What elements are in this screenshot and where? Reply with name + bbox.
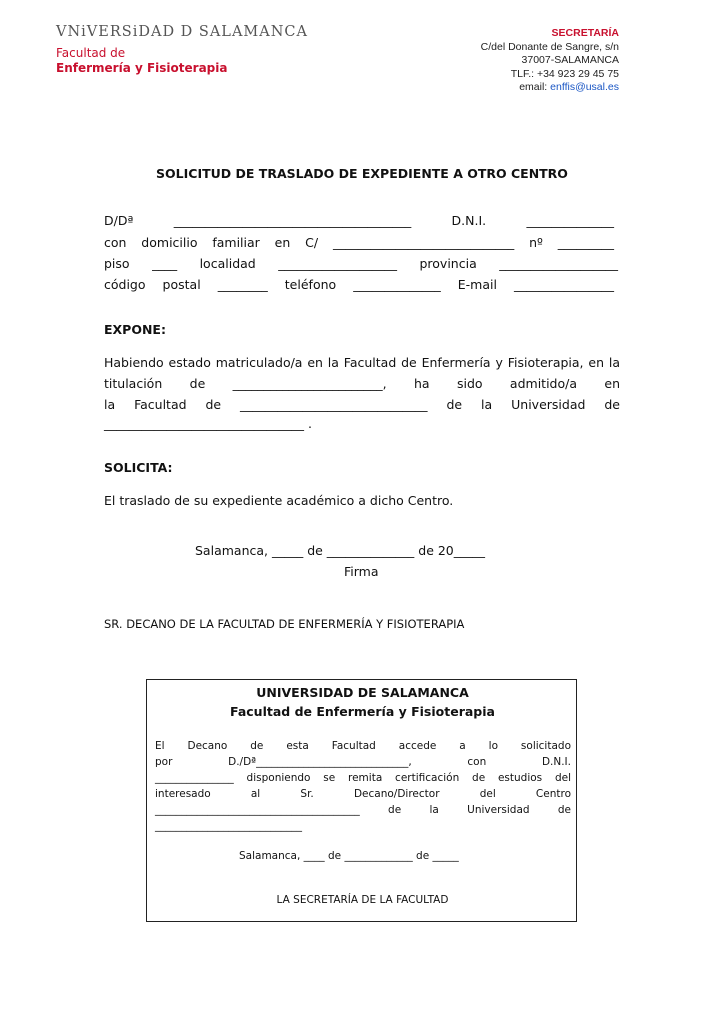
- expone-line: ________________________________ .: [104, 416, 312, 431]
- box-footer: LA SECRETARÍA DE LA FACULTAD: [276, 894, 449, 906]
- addressee: SR. DECANO DE LA FACULTAD DE ENFERMERÍA Y FISIOTERAPIA: [104, 617, 465, 631]
- expone-line: la Facultad de ______________________________ de la Universidad de: [104, 397, 620, 412]
- expone-line: titulación de ________________________, ha sido admitido/a en: [104, 376, 620, 391]
- office-name: SECRETARÍA: [551, 27, 619, 39]
- office-phone: TLF.: +34 923 29 45 75: [510, 67, 619, 80]
- box-text-line: interesado al Sr. Decano/Director del Centro: [155, 788, 571, 800]
- office-city: 37007-SALAMANCA: [521, 54, 619, 66]
- solicita-text: El traslado de su expediente académico a dicho Centro.: [104, 493, 454, 508]
- box-text-line: por D./Dª_____________________________, con D.N.I.: [155, 756, 571, 768]
- office-address: C/del Donante de Sangre, s/n: [480, 40, 619, 53]
- box-text-line: _______________ disponiendo se remita certificación de estudios del: [155, 772, 571, 784]
- field-line-contact: código postal ________ teléfono ______________ E-mail ________________: [104, 277, 614, 292]
- document-title: SOLICITUD DE TRASLADO DE EXPEDIENTE A OTRO CENTRO: [156, 166, 568, 181]
- box-text-line: ____________________________: [155, 820, 302, 832]
- resolution-box: [146, 679, 577, 922]
- field-line-address: con domicilio familiar en C/ _____________________________ nº _________: [104, 235, 614, 250]
- university-logo-text: VNiVERSiDAD D SALAMANCA: [56, 24, 308, 40]
- solicita-heading: SOLICITA:: [104, 460, 173, 475]
- field-line-name: D/Dª ______________________________________ D.N.I. ______________: [104, 213, 614, 228]
- contact-block: [481, 27, 619, 95]
- faculty-name-line2: Enfermería y Fisioterapia: [56, 61, 228, 75]
- box-title-university: UNIVERSIDAD DE SALAMANCA: [256, 685, 469, 700]
- email-link[interactable]: enffis@usal.es: [550, 81, 619, 93]
- email-label: email:: [519, 81, 551, 93]
- box-text-line: El Decano de esta Facultad accede a lo solicitado: [155, 740, 571, 752]
- field-line-location: piso ____ localidad ___________________ provincia ___________________: [104, 256, 618, 271]
- box-title-faculty: Facultad de Enfermería y Fisioterapia: [230, 704, 495, 719]
- box-text-line: _______________________________________ de la Universidad de: [155, 804, 571, 816]
- signature-date-line: Salamanca, _____ de ______________ de 20_____: [195, 543, 486, 558]
- box-date-line: Salamanca, ____ de _____________ de _____: [239, 850, 459, 862]
- office-email-line: [481, 81, 619, 95]
- signature-label: Firma: [344, 564, 379, 579]
- faculty-name-line1: Facultad de: [56, 46, 126, 60]
- expone-line: Habiendo estado matriculado/a en la Facultad de Enfermería y Fisioterapia, en la: [104, 355, 620, 370]
- expone-heading: EXPONE:: [104, 322, 166, 337]
